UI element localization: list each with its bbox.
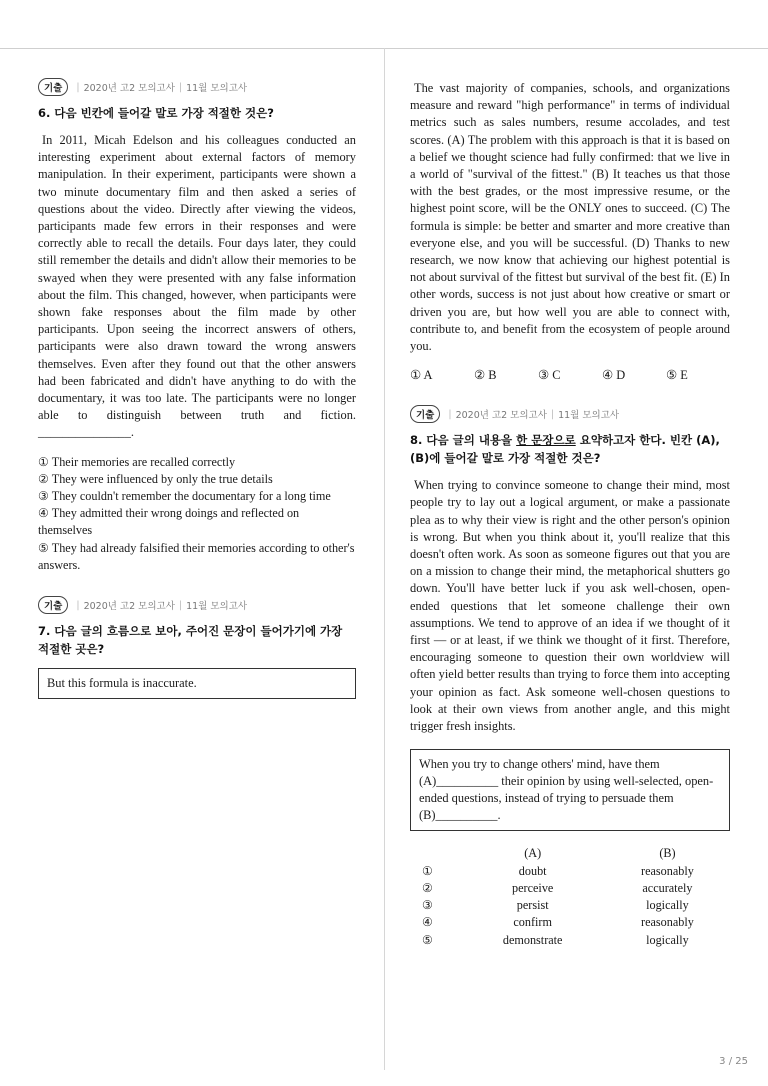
q7-choice-2[interactable]: ② B	[474, 368, 497, 383]
q8-passage: When trying to convince someone to change their mind, most people try to lay out a logical argument, or make a passionate plea as to why their view is right and the other person's opinion is wrong. But when you think about it, you'll realize that this doesn't often work. As soon as someone figures out that you are on a mission to change their mind, the metaphorical shutters go down. You'll have better luck if you ask well-chosen, open-ended questions that let someone challenge their own assumptions. We tend to approve of an idea if we thought of it first — or at least, if we think we thought of it first. Therefore, encouraging someone to question their own worldview will often yield better results than trying to force them into accepting your opinion as fact. Ask someone well-chosen questions to look at their own views from another angle, and this might trigger fresh insights.	[410, 478, 730, 734]
q7-choices	[410, 367, 730, 383]
q6-choice-1[interactable]: ① Their memories are recalled correctly	[38, 454, 236, 469]
q7-choice-5[interactable]: ⑤ E	[666, 368, 688, 383]
q7-passage: The vast majority of companies, schools, and organizations measure and reward "high performance" in terms of individual metrics such as sales numbers, resume accolades, and test scores. (A) The problem with this approach is that it is based on a belief we thought science had fully confirmed: that we live in a world of "survival of the fittest." (B) It teaches us that those with the best grades, or the most impressive resume, or the highest point score, will be the ONLY ones to succeed. (C) The formula is simple: be better and smarter and more creative than everyone else, and you will be successful. (D) Thanks to new research, we now know that achieving our highest potential is not about survival of the fittest but survival of the best fit. (E) In other words, success is not just about how creative or smart or driven you are, but how well you are able to connect with, contribute to, and benefit from the ecosystem of people around you.	[410, 81, 730, 354]
q8-option-3[interactable]: ③ persist logically	[422, 898, 689, 913]
q8-tag: 기출	[410, 405, 440, 423]
q6-source-year: 2020년 고2 모의고사	[83, 83, 175, 94]
q7-choice-3[interactable]: ③ C	[538, 368, 561, 383]
q8-option-4[interactable]: ④ confirm reasonably	[422, 915, 694, 930]
q6-choice-3[interactable]: ③ They couldn't remember the documentary for a long time	[38, 489, 331, 504]
q6-choice-2[interactable]: ② They were influenced by only the true details	[38, 471, 273, 486]
q8-col-b-header: (B)	[659, 846, 676, 861]
q8-title-underlined: 한 문장으로	[516, 433, 576, 448]
q8-title: 8. 다음 글의 내용을 한 문장으로 요약하고자 한다. 빈칸 (A), (B)에 들어갈 말로 가장 적절한 것은?	[410, 433, 720, 466]
q7-choice-1[interactable]: ① A	[410, 368, 433, 383]
right-column	[410, 80, 730, 949]
q8-options-header	[410, 845, 730, 862]
q6-tag: 기출	[38, 78, 68, 96]
q7-source-year: 2020년 고2 모의고사	[83, 601, 175, 613]
q8-source-month: 11월 모의고사	[558, 410, 620, 422]
q7-source: 기출 | 2020년 고2 모의고사 | 11월 모의고사	[38, 596, 356, 614]
q6-source: 기출 | 2020년 고2 모의고사 | 11월 모의고사	[38, 78, 356, 96]
q7-tag: 기출	[38, 596, 68, 614]
q7-source-month: 11월 모의고사	[186, 601, 248, 613]
q7-given-sentence: But this formula is inaccurate.	[47, 676, 197, 691]
q8-option-5[interactable]: ⑤ demonstrate logically	[422, 932, 689, 947]
q8-summary: When you try to change others' mind, have them (A)__________ their opinion by using well-selected, open-ended questions, instead of trying to persuade them (B)__________.	[419, 757, 714, 823]
q8-option-2[interactable]: ② perceive accurately	[422, 880, 693, 895]
q6-choice-4[interactable]: ④ They admitted their wrong doings and reflected on themselves	[38, 506, 300, 538]
q6-choice-5[interactable]: ⑤ They had already falsified their memories according to other's answers.	[38, 540, 355, 572]
q6-source-month: 11월 모의고사	[186, 83, 248, 94]
q8-summary-box	[410, 749, 730, 831]
q8-col-a-header: (A)	[524, 846, 542, 861]
q8-source-year: 2020년 고2 모의고사	[455, 410, 547, 422]
q6-passage: In 2011, Micah Edelson and his colleagues conducted an interesting experiment about external factors of memory manipulation. In their experiment, participants were shown a two minute documentary film and then asked a series of questions about the video. Directly after viewing the videos, participants made few errors in their responses and were correctly able to recall the details. Four days later, they could still remember the details and didn't allow their memories to be swayed when they were presented with any false information about the film. This changed, however, when participants were shown fake responses about the film made by other participants. Upon seeing the incorrect answers of others, participants were also drawn toward the wrong answers themselves. Even after they found out that the other answers had been fabricated and didn't have anything to do with the documentary, it was too late. The participants were no longer able to distinguish between truth and fiction. _______________.	[38, 133, 356, 440]
page-number: 3 / 25	[719, 1056, 748, 1067]
q6-title: 6. 다음 빈칸에 들어갈 말로 가장 적절한 것은?	[38, 106, 274, 120]
column-divider	[384, 48, 385, 1070]
q8-options-table	[410, 845, 730, 949]
q7-choice-4[interactable]: ④ D	[602, 368, 626, 383]
q7-title: 7. 다음 글의 흐름으로 보아, 주어진 문장이 들어가기에 가장 적절한 곳은?	[38, 624, 343, 657]
q8-source: 기출 | 2020년 고2 모의고사 | 11월 모의고사	[410, 405, 730, 423]
left-column	[38, 78, 356, 699]
q6-choices	[38, 454, 356, 574]
q8-option-1[interactable]: ① doubt reasonably	[422, 863, 694, 878]
q7-given-sentence-box	[38, 668, 356, 699]
